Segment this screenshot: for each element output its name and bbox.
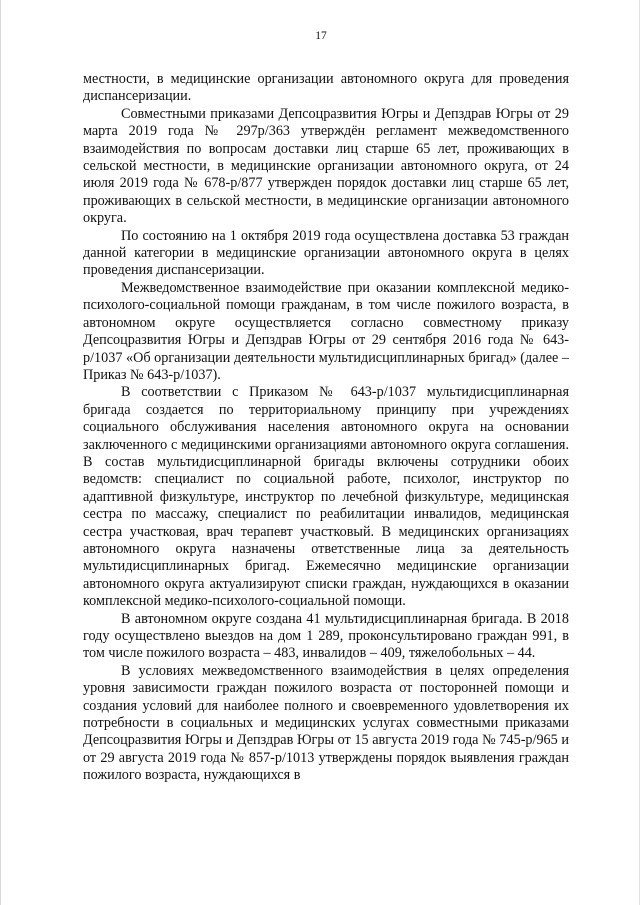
- paragraph-dependency-assessment: В условиях межведомственного взаимодействия в целях определения уровня зависимости граждан пожилого возраста от посторонней помощи и создания условий для наиболее полного и своевременного удовлетворения их потребности в социальных и медицинских услугах совместными приказами Депсоцразвития Югры и Депздрав Югры от 15 августа 2019 года № 745-р/965 и от 29 августа 2019 года № 857-р/1013 утверждены порядок выявления граждан пожилого возраста, нуждающихся в: [83, 662, 569, 784]
- paragraph-multidisciplinary-team: В соответствии с Приказом № 643-р/1037 мультидисциплинарная бригада создается по территориальному принципу при учреждениях социального обслуживания населения автономного округа на основании заключенного с медицинскими организациями автономного округа соглашения. В состав мультидисциплинарной бригады включены сотрудники обоих ведомств: специалист по социальной работе, психолог, инструктор по адаптивной физкультуре, инструктор по лечебной физкультуре, медицинская сестра по массажу, специалист по реабилитации инвалидов, медицинская сестра участковая, врач терапевт участковый. В медицинских организациях автономного округа назначены ответственные лица за деятельность мультидисциплинарных бригад. Ежемесячно медицинские организации автономного округа актуализируют списки граждан, нуждающихся в оказании комплексной медико-психолого-социальной помощи.: [83, 384, 569, 610]
- paragraph-team-statistics: В автономном округе создана 41 мультидисциплинарная бригада. В 2018 году осуществлено выездов на дом 1 289, проконсультировано граждан 991, в том числе пожилого возраста – 483, инвалидов – 409, тяжелобольных – 44.: [83, 610, 569, 662]
- paragraph-delivery-statistics: По состоянию на 1 октября 2019 года осуществлена доставка 53 граждан данной категории в медицинские организации автономного округа в целях проведения диспансеризации.: [83, 227, 569, 279]
- paragraph-delivery-regulations: Совместными приказами Депсоцразвития Югры и Депздрав Югры от 29 марта 2019 года № 297р/363 утверждён регламент межведомственного взаимодействия по вопросам доставки лиц старше 65 лет, проживающих в сельской местности, в медицинские организации автономного округа, от 24 июля 2019 года № 678-р/877 утвержден порядок доставки лиц старше 65 лет, проживающих в сельской местности, в медицинские организации автономного округа.: [83, 105, 569, 227]
- document-body: [83, 71, 569, 785]
- paragraph-continuation: местности, в медицинские организации автономного округа для проведения диспансеризации.: [83, 71, 569, 105]
- paragraph-interagency-cooperation: Межведомственное взаимодействие при оказании комплексной медико-психолого-социальной помощи гражданам, в том числе пожилого возраста, в автономном округе осуществляется согласно совместному приказу Депсоцразвития Югры и Депздрав Югры от 29 сентября 2016 года № 643-р/1037 «Об организации деятельности мультидисциплинарных бригад» (далее – Приказ № 643-р/1037).: [83, 279, 569, 383]
- page-number: 17: [315, 30, 327, 42]
